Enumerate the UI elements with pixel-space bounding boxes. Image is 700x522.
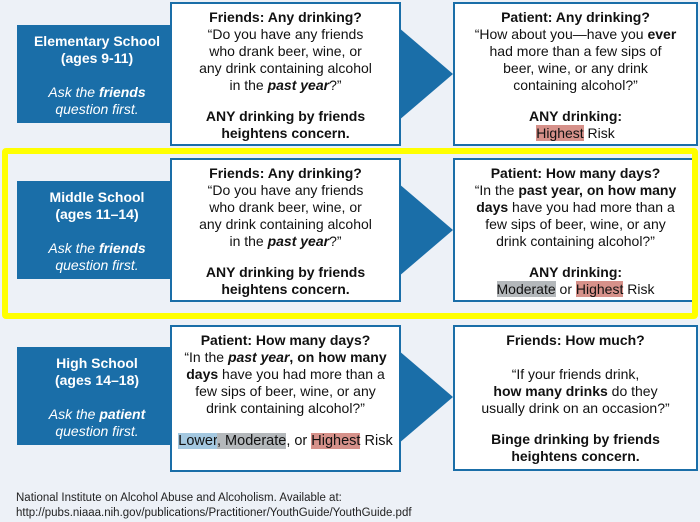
- box-heading: Friends: Any drinking?: [209, 9, 362, 25]
- friends-how-much-box: [453, 325, 698, 471]
- question-line: who drank beer, wine, or: [209, 199, 362, 215]
- question-line: “Do you have any friends: [207, 26, 364, 42]
- risk-line: [455, 125, 696, 142]
- highlight-frame: [2, 148, 698, 319]
- high-school-label: [17, 347, 177, 445]
- label-title: High School: [56, 355, 138, 371]
- lower-risk-badge: Lower: [178, 433, 217, 449]
- box-heading: Friends: Any drinking?: [209, 165, 362, 181]
- question-line: beer, wine, or any drink: [503, 60, 648, 76]
- label-ages: (ages 11–14): [55, 206, 139, 222]
- text: ?”: [329, 77, 342, 93]
- question-line: [172, 349, 399, 366]
- text: in the: [229, 233, 268, 249]
- concern-text: Binge drinking by friends: [491, 431, 660, 447]
- question-line: few sips of beer, wine, or any: [195, 383, 376, 399]
- elementary-school-label: [17, 25, 177, 123]
- ins-text: Ask the: [48, 406, 100, 422]
- question-line: had more than a few sips of: [489, 43, 662, 59]
- ins-text: question first.: [55, 257, 139, 273]
- text: do they: [607, 383, 658, 399]
- concern-text: heightens concern.: [221, 281, 350, 297]
- emphasis: ever: [647, 26, 677, 42]
- text: have you had more than a: [218, 366, 385, 382]
- text: “In the: [474, 182, 519, 198]
- risk-heading: ANY drinking:: [528, 108, 623, 124]
- risk-heading: ANY drinking:: [528, 264, 623, 280]
- box-heading: Patient: Any drinking?: [501, 9, 650, 25]
- emphasis: past year: [267, 77, 330, 93]
- emphasis: past year: [227, 349, 290, 365]
- arrow-icon: [398, 350, 453, 444]
- emphasis: days: [186, 366, 219, 382]
- label-instruction: [17, 406, 177, 440]
- highest-risk-badge: Highest: [311, 433, 361, 449]
- concern-text: ANY drinking by friends: [205, 108, 366, 124]
- moderate-risk-badge: Moderate: [496, 281, 556, 297]
- box-heading: Patient: How many days?: [200, 332, 371, 348]
- ins-bold: friends: [98, 240, 146, 256]
- emphasis: past year: [267, 233, 330, 249]
- label-title: Middle School: [49, 189, 145, 205]
- question-line: containing alcohol?”: [513, 77, 638, 93]
- question-line: [172, 366, 399, 383]
- highest-risk-badge: Highest: [536, 125, 584, 141]
- concern-text: heightens concern.: [511, 448, 640, 464]
- highest-risk-badge: Highest: [575, 281, 624, 297]
- question-line: usually drink on an occasion?”: [481, 400, 670, 416]
- label-ages: (ages 14–18): [54, 372, 140, 388]
- risk-line: [172, 433, 399, 450]
- text: or: [555, 281, 576, 297]
- question-line: drink containing alcohol?”: [496, 233, 655, 249]
- arrow-icon: [398, 27, 453, 121]
- friends-any-drinking-box: [170, 2, 401, 146]
- question-line: [172, 77, 399, 94]
- emphasis: how many drinks: [493, 383, 608, 399]
- box-heading: Patient: How many days?: [490, 165, 661, 181]
- text: , or: [286, 433, 312, 449]
- ins-text: Ask the: [48, 240, 99, 256]
- citation-url: http://pubs.niaaa.nih.gov/publications/Practitioner/YouthGuide/YouthGuide.pdf: [16, 507, 412, 519]
- source-citation: [16, 491, 412, 521]
- question-line: any drink containing alcohol: [199, 216, 372, 232]
- concern-text: heightens concern.: [221, 125, 350, 141]
- question-line: “Do you have any friends: [207, 182, 364, 198]
- text: in the: [229, 77, 268, 93]
- moderate-risk-badge: Moderate: [225, 433, 287, 449]
- ins-text: Ask the: [48, 84, 99, 100]
- label-instruction: [17, 84, 177, 118]
- label-title: Elementary School: [33, 33, 161, 49]
- emphasis: days: [476, 199, 509, 215]
- question-line: [455, 383, 696, 400]
- patient-any-drinking-box: [453, 2, 698, 146]
- text: ,: [216, 433, 226, 449]
- text: ?”: [329, 233, 342, 249]
- text: Risk: [623, 281, 655, 297]
- label-ages: (ages 9-11): [60, 50, 134, 66]
- question-line: who drank beer, wine, or: [209, 43, 362, 59]
- question-line: “If your friends drink,: [511, 366, 640, 382]
- ins-bold: patient: [99, 406, 146, 422]
- emphasis: past year, on how many: [518, 182, 677, 198]
- text: “How about you—have you: [474, 26, 648, 42]
- citation-text: National Institute on Alcohol Abuse and Alcoholism. Available at:: [16, 492, 342, 504]
- question-line: few sips of beer, wine, or any: [485, 216, 666, 232]
- patient-how-many-days-box: [170, 325, 401, 472]
- ins-text: question first.: [55, 423, 139, 439]
- text: “In the: [184, 349, 228, 365]
- concern-text: ANY drinking by friends: [205, 264, 366, 280]
- text: Risk: [583, 125, 615, 141]
- question-line: drink containing alcohol?”: [206, 400, 365, 416]
- ins-bold: friends: [98, 84, 146, 100]
- question-line: any drink containing alcohol: [199, 60, 372, 76]
- box-heading: Friends: How much?: [506, 332, 645, 348]
- text: have you had more than a: [508, 199, 675, 215]
- question-line: [455, 26, 696, 43]
- ins-text: question first.: [55, 101, 139, 117]
- emphasis: , on how many: [289, 349, 387, 365]
- text: Risk: [360, 433, 393, 449]
